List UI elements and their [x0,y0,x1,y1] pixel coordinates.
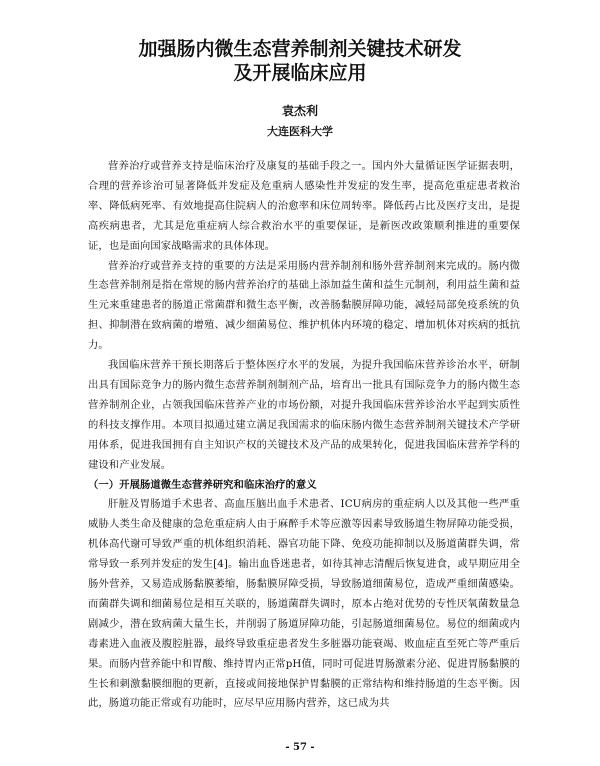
author-affiliation: 大连医科大学 [267,125,333,138]
title-line-2: 及开展临床应用 [233,62,367,84]
paragraph: 营养治疗或营养支持的重要的方法是采用肠内营养制剂和肠外营养制剂来完成的。肠内微生态营养制剂是指在常规的肠内营养治疗的基础上添加益生菌和益生元制剂，利用益生菌和益生元来重建患者的肠道正常菌群和微生态平衡，改善肠黏膜屏障功能，减轻局部免疫系统的负担、抑制潜在致病菌的增殖、减少细菌易位、维护机体内环境的稳定、增加机体对疾病的抵抗力。 [88,259,520,352]
body-text [88,157,520,714]
paragraph: 我国临床营养干预长期落后于整体医疗水平的发展，为提升我国临床营养诊治水平，研制出具有国际竞争力的肠内微生态营养制剂制剂产品，培育出一批具有国际竞争力的肠内微生态营养制剂企业，占领我国临床营养产业的市场份额，对提升我国临床营养诊治水平起到实质性的科技支撑作用。本项目拟通过建立满足我国需求的临床肠内微生态营养制剂关键技术产学研用体系，促进我国拥有自主知识产权的关键技术及产品的成果转化，促进我国临床营养学科的建设和产业发展。 [88,359,520,471]
page-number: - 57 - [285,742,315,753]
paragraph: 肝脏及胃肠道手术患者、高血压脑出血手术患者、ICU病房的重症病人以及其他一些严重威胁人类生命及健康的急危重症病人由于麻醉手术等应激等因素导致肠道生物屏障功能受损，机体高代谢可导致严重的机体组织消耗、器官功能下降、免疫功能抑制以及肠道菌群失调，常常导致一系列并发症的发生[4]。输出血昏迷患者，如待其神志清醒后恢复进食，或早期应用全肠外营养，又易造成肠黏膜萎缩，肠黏膜屏障受损，导致肠道细菌易位，造成严重细菌感染。而菌群失调和细菌易位是相互关联的，肠道菌群失调时，原本占绝对优势的专性厌氧菌数量急剧减少，潜在致病菌大量生长，并削弱了肠道屏障功能，引起肠道细菌易位。易位的细菌或内毒素进入血液及腹腔脏器，最终导致重症患者发生多脏器功能衰竭、败血症直至死亡等严重后果。而肠内营养能中和胃酸、维持胃内正常pH值，同时可促进胃肠激素分泌、促进胃肠黏膜的生长和刺激黏膜细胞的更新，直接或间接地保护胃黏膜的正常结构和维持肠道的生态平衡。因此，肠道功能正常或有功能时，应尽早应用肠内营养，这已成为共 [88,498,520,710]
title-line-1: 加强肠内微生态营养制剂关键技术研发 [138,38,462,60]
paragraph: 营养治疗或营养支持是临床治疗及康复的基础手段之一。国内外大量循证医学证据表明，合理的营养诊治可显著降低并发症及危重病人感染性并发症的发生率，提高危重症患者救治率、降低病死率、有效地提高住院病人的治愈率和床位周转率。降低药占比及医疗支出，是提高疾病患者，尤其是危重症病人综合救治水平的重要保证，是新医改政策顺利推进的重要保证，也是面向国家战略需求的具体体现。 [88,160,520,252]
section-heading: （一）开展肠道微生态营养研究和临床治疗的意义 [88,478,317,491]
author-name: 袁杰利 [281,104,318,118]
